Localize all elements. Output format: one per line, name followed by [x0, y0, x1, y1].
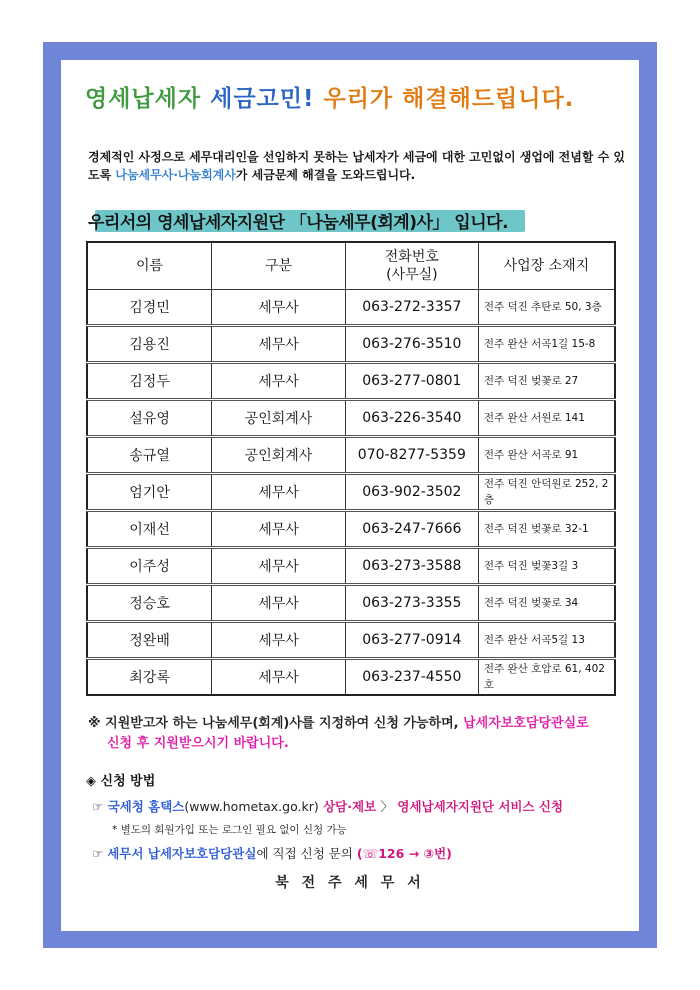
table-row	[87, 548, 615, 585]
cell-address: 전주 덕진 벚꽃로 34	[478, 585, 615, 622]
cell-name: 정완배	[87, 622, 212, 659]
cell-address: 전주 완산 호암로 61, 402호	[478, 659, 615, 696]
table-header-row	[87, 242, 615, 290]
cell-name: 이주성	[87, 548, 212, 585]
page-title	[85, 80, 645, 113]
office-phone: (☏126 → ③번)	[356, 846, 452, 861]
table-row	[87, 659, 615, 696]
cell-type: 세무사	[212, 474, 346, 511]
header-type: 구분	[212, 242, 346, 290]
cell-type: 세무사	[212, 511, 346, 548]
cell-address: 전주 덕진 벚꽃로 27	[478, 363, 615, 400]
table-row	[87, 585, 615, 622]
pointing-hand-icon: ☞	[92, 799, 104, 814]
menu-consult: 상담·제보	[323, 799, 377, 814]
apply-sub-note: * 별도의 회원가입 또는 로그인 필요 없이 신청 가능	[112, 824, 347, 836]
cell-address: 전주 덕진 추탄로 50, 3층	[478, 290, 615, 326]
tax-advisor-table	[86, 241, 616, 696]
table-row	[87, 437, 615, 474]
chevron-right-icon: 〉	[380, 799, 394, 814]
notice-text-2: 신청 후 지원받으시기 바랍니다.	[107, 736, 289, 751]
cell-name: 송규열	[87, 437, 212, 474]
title-part-2: 세금고민!	[210, 86, 315, 112]
table-row	[87, 622, 615, 659]
cell-address: 전주 덕진 안덕원로 252, 2층	[478, 474, 615, 511]
hometax-url: (www.hometax.go.kr)	[184, 799, 319, 814]
cell-phone: 063-273-3355	[345, 585, 478, 622]
cell-phone: 063-226-3540	[345, 400, 478, 437]
table-row	[87, 290, 615, 326]
cell-address: 전주 완산 서곡1길 15-8	[478, 326, 615, 363]
notice-text-1: 지원받고자 하는 나눔세무(회계)사를 지정하여 신청 가능하며,	[105, 716, 464, 731]
cell-address: 전주 덕진 벚꽃3길 3	[478, 548, 615, 585]
cell-name: 엄기안	[87, 474, 212, 511]
cell-phone: 063-272-3357	[345, 290, 478, 326]
table-row	[87, 400, 615, 437]
cell-phone: 063-276-3510	[345, 326, 478, 363]
cell-type: 공인회계사	[212, 437, 346, 474]
cell-type: 세무사	[212, 326, 346, 363]
office-text: 에 직접 신청 문의	[256, 846, 357, 861]
cell-address: 전주 완산 서곡로 91	[478, 437, 615, 474]
cell-phone: 063-902-3502	[345, 474, 478, 511]
cell-phone: 070-8277-5359	[345, 437, 478, 474]
reference-mark-icon: ※	[88, 716, 101, 731]
table-row	[87, 474, 615, 511]
apply-heading: ◈ 신청 방법	[86, 774, 156, 789]
office-name-footer: 북 전 주 세 무 서	[275, 875, 425, 891]
cell-name: 최강록	[87, 659, 212, 696]
cell-name: 김정두	[87, 363, 212, 400]
office-label: 세무서 납세자보호담당관실	[107, 846, 257, 861]
cell-address: 전주 완산 서곡5길 13	[478, 622, 615, 659]
cell-phone: 063-277-0914	[345, 622, 478, 659]
cell-name: 이재선	[87, 511, 212, 548]
notice	[88, 714, 628, 754]
hometax-label: 국세청 홈택스	[107, 799, 185, 814]
intro-text-2: 가 세금문제 해결을 도와드립니다.	[235, 168, 416, 182]
cell-name: 설유영	[87, 400, 212, 437]
cell-name: 김용진	[87, 326, 212, 363]
cell-type: 세무사	[212, 363, 346, 400]
cell-phone: 063-273-3588	[345, 548, 478, 585]
cell-address: 전주 완산 서원로 141	[478, 400, 615, 437]
section-banner: 우리서의 영세납세자지원단 「나눔세무(회계)사」 입니다.	[88, 213, 509, 233]
title-part-3: 우리가 해결해드립니다.	[323, 86, 575, 112]
cell-phone: 063-247-7666	[345, 511, 478, 548]
cell-type: 세무사	[212, 622, 346, 659]
header-address: 사업장 소재지	[478, 242, 615, 290]
intro-paragraph	[88, 148, 628, 184]
menu-service-apply: 영세납세자지원단 서비스 신청	[397, 799, 564, 814]
table-row	[87, 511, 615, 548]
table-row	[87, 326, 615, 363]
apply-method-office	[92, 844, 452, 862]
cell-type: 세무사	[212, 585, 346, 622]
cell-type: 세무사	[212, 290, 346, 326]
cell-address: 전주 덕진 벚꽃로 32-1	[478, 511, 615, 548]
cell-phone: 063-237-4550	[345, 659, 478, 696]
notice-highlight: 납세자보호담당관실로	[463, 716, 589, 731]
cell-type: 세무사	[212, 659, 346, 696]
header-phone: 전화번호 (사무실)	[345, 242, 478, 290]
cell-phone: 063-277-0801	[345, 363, 478, 400]
cell-type: 세무사	[212, 548, 346, 585]
cell-name: 김경민	[87, 290, 212, 326]
cell-name: 정승호	[87, 585, 212, 622]
apply-method-online	[92, 797, 563, 815]
header-name: 이름	[87, 242, 212, 290]
intro-highlight: 나눔세무사·나눔회계사	[115, 168, 236, 182]
title-part-1: 영세납세자	[85, 86, 202, 112]
pointing-hand-icon: ☞	[92, 846, 104, 861]
cell-type: 공인회계사	[212, 400, 346, 437]
table-row	[87, 363, 615, 400]
intro-text-1: 경제적인 사정으로 세무대리인을 선임하지 못하는 납세자가 세금에 대한 고민없이 생업에 전념할 수 있도록	[88, 150, 626, 182]
